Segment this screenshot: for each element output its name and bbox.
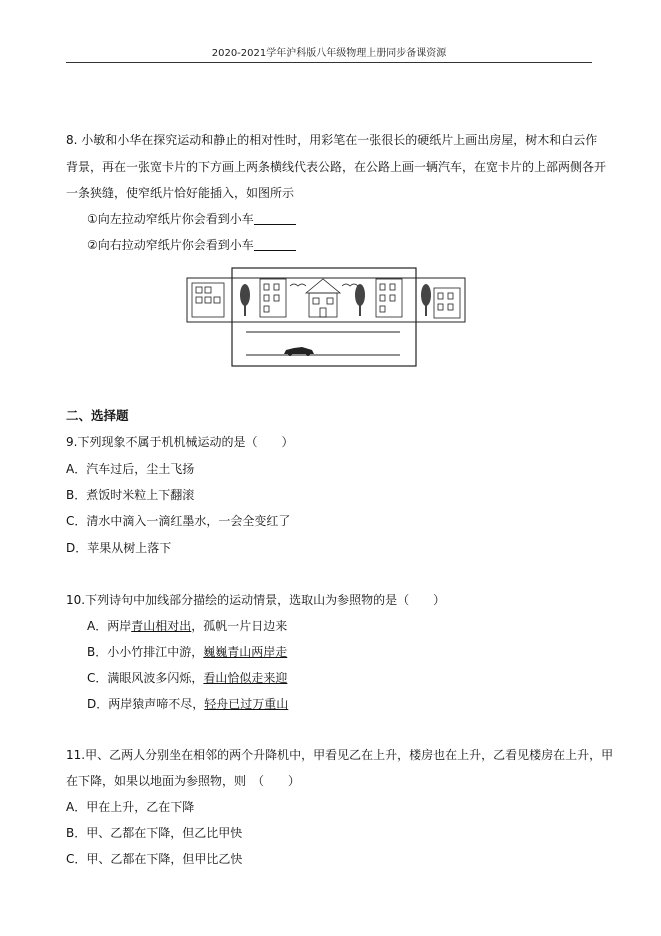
q9-option-a[interactable]: A．汽车过后，尘土飞扬 [66, 462, 195, 476]
option-text: 满眼风波多闪烁， [107, 671, 204, 685]
q10-option-d[interactable] [87, 696, 288, 712]
q9-option-c[interactable]: C．清水中滴入一滴红墨水，一会全变红了 [66, 514, 291, 528]
q10-stem: 10.下列诗句中加线部分描绘的运动情景，选取山为参照物的是（ ） [66, 593, 446, 607]
q11-option-a[interactable]: A．甲在上升，乙在下降 [66, 800, 195, 814]
q11-option-c[interactable]: C．甲、乙都在下降，但甲比乙快 [66, 852, 243, 866]
option-prefix: D． [87, 697, 109, 711]
q11-line-1: 11.甲、乙两人分别坐在相邻的两个升降机中，甲看见乙在上升，楼房也在上升，乙看见楼房在上升，甲 [66, 748, 614, 762]
q9-option-d[interactable]: D．苹果从树上落下 [66, 541, 172, 555]
q9-option-b[interactable]: B．煮饭时米粒上下翻滚 [66, 488, 195, 502]
section-title: 二、选择题 [66, 408, 129, 423]
option-prefix: A． [87, 619, 108, 633]
option-underlined-text: 巍巍青山两岸走 [203, 645, 288, 659]
option-underlined-text: 轻舟已过万重山 [204, 697, 289, 711]
header-rule [66, 62, 592, 63]
q8-sub-2 [87, 237, 296, 253]
answer-blank-2[interactable] [254, 238, 296, 251]
option-text: ，孤帆一片日边来 [191, 619, 288, 633]
answer-blank-1[interactable] [254, 212, 296, 225]
option-text: 小小竹排江中游， [107, 645, 204, 659]
q11-line-2: 在下降，如果以地面为参照物，则 （ ） [66, 774, 301, 788]
q8-sub-1-text: ①向左拉动窄纸片你会看到小车 [87, 212, 254, 226]
q11-option-b[interactable]: B．甲、乙都在下降，但乙比甲快 [66, 826, 243, 840]
q8-sub-2-text: ②向右拉动窄纸片你会看到小车 [87, 238, 254, 252]
q8-line-2: 背景，再在一张宽卡片的下方画上两条横线代表公路，在公路上画一辆汽车，在宽卡片的上部两侧各开 [66, 160, 607, 174]
q8-sub-1 [87, 211, 296, 227]
q8-line-3: 一条狭缝，使窄纸片恰好能插入，如图所示 [66, 186, 295, 200]
q10-option-a[interactable] [87, 618, 287, 634]
option-underlined-text: 看山恰似走来迎 [203, 671, 288, 685]
q8-line-1: 8. 小敏和小华在探究运动和静止的相对性时，用彩笔在一张很长的硬纸片上画出房屋，树木和白云作 [66, 133, 598, 147]
option-underlined-text: 青山相对出 [131, 619, 192, 633]
option-text: 两岸猿声啼不尽， [108, 697, 205, 711]
option-prefix: B． [87, 645, 108, 659]
q10-option-c[interactable] [87, 670, 287, 686]
q10-option-b[interactable] [87, 644, 287, 660]
q8-figure [186, 266, 468, 368]
option-text: 两岸 [107, 619, 132, 633]
page-header: 2020-2021学年沪科版八年级物理上册同步备课资源 [211, 48, 447, 59]
q9-stem: 9.下列现象不属于机机械运动的是（ ） [66, 435, 294, 449]
option-prefix: C． [87, 671, 108, 685]
